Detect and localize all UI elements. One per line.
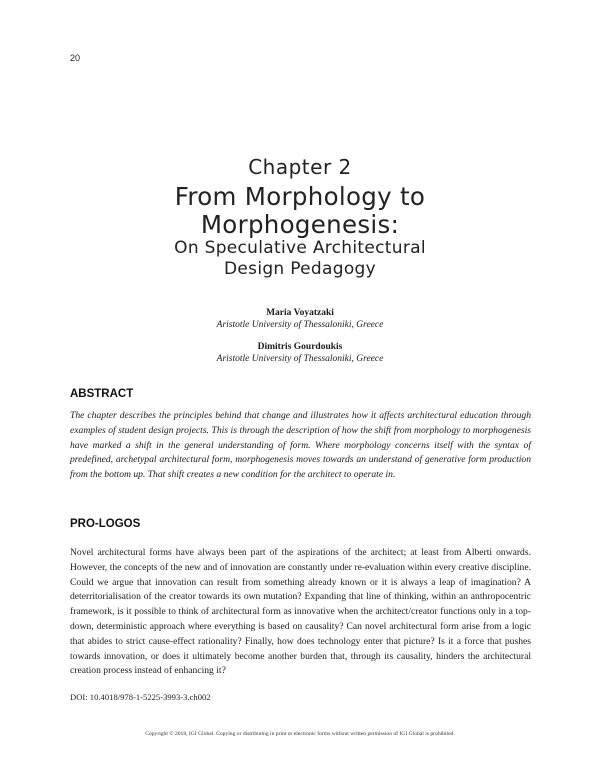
chapter-subtitle-line-1: On Speculative Architectural	[174, 238, 426, 258]
author-affiliation: Aristotle University of Thessaloniki, Greece	[216, 320, 384, 330]
author-1	[0, 307, 600, 331]
chapter-subtitle	[0, 238, 600, 280]
abstract-heading: ABSTRACT	[70, 388, 134, 400]
author-2	[0, 341, 600, 365]
section-heading: PRO-LOGOS	[70, 518, 141, 530]
doi[interactable]: DOI: 10.4018/978-1-5225-3993-3.ch002	[70, 692, 211, 702]
author-name: Maria Voyatzaki	[266, 308, 334, 318]
chapter-title	[0, 183, 600, 239]
page-number: 20	[70, 53, 81, 63]
author-affiliation: Aristotle University of Thessaloniki, Greece	[216, 354, 384, 364]
abstract-text: The chapter describes the principles behind that change and illustrates how it affects architectural education through examples of student design projects. This is through the description of how the shift from morphology to morphogenesis have marked a shift in the general understanding of form. Where morphology concerns itself with the syntax of predefined, archetypal architectural form, morphogenesis moves towards an understand of generative form production from the bottom up. That shift creates a new condition for the architect to operate in.	[70, 410, 531, 481]
chapter-title-line-2: Morphogenesis:	[200, 210, 400, 239]
chapter-label: Chapter 2	[248, 155, 352, 179]
chapter-title-line-1: From Morphology to	[174, 182, 426, 211]
section-body-text: Novel architectural forms have always been part of the aspirations of the architect; at least from Alberti onwards. However, the concepts of the new and of innovation are constantly under re-evaluation within every creative discipline. Could we argue that innovation can result from something already known or it is always a leap of imagination? A deterritorialisation of the creator towards its own mutation? Expanding that line of thinking, within an anthropocentric framework, is it possible to think of architectural form as innovative when the architect/creator functions only in a top-down, deterministic approach where everything is based on causality? Can novel architectural form arise from a logic that abides to strict cause-effect rationality? Finally, how does technology enter that picture? Is it a force that pushes towards innovation, or does it ultimately become another burden that, through its causality, hinders the architectural creation process instead of enhancing it?	[70, 547, 531, 677]
author-name: Dimitris Gourdoukis	[257, 342, 343, 352]
copyright-notice: Copyright © 2018, IGI Global. Copying or distributing in print or electronic forms without written permission of IGI Global is prohibited.	[145, 731, 455, 737]
chapter-subtitle-line-2: Design Pedagogy	[224, 259, 376, 279]
